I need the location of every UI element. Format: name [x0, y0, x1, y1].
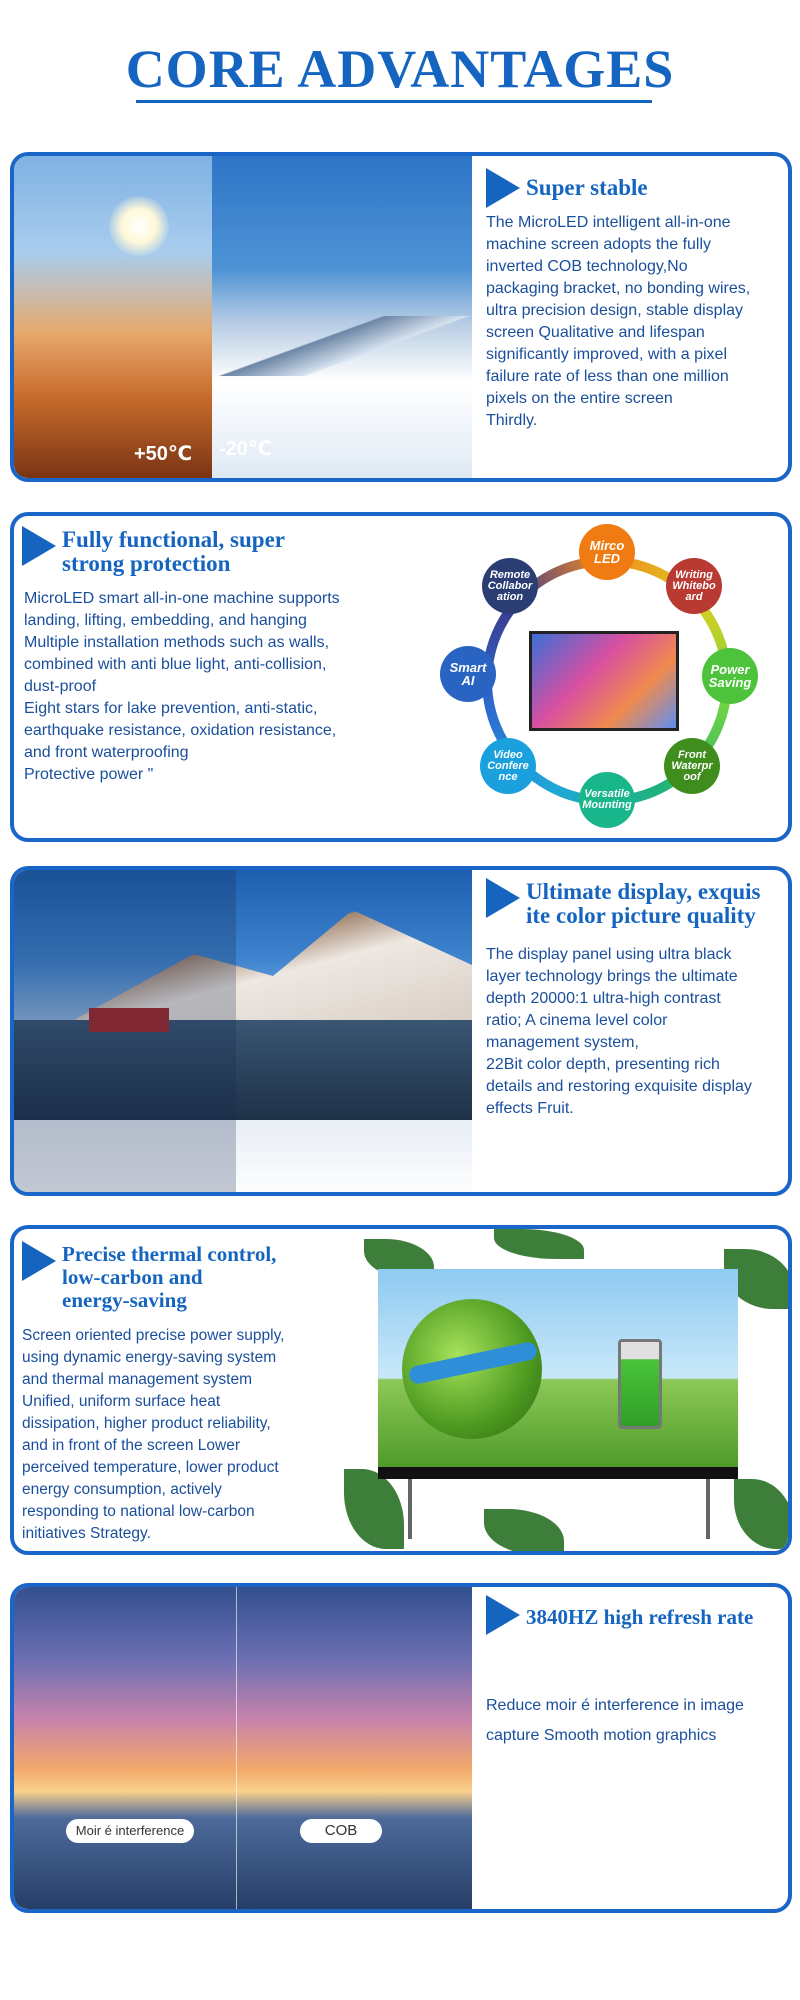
monitor-image	[529, 631, 679, 731]
section-body	[24, 588, 340, 786]
body-line: Screen oriented precise power supply,	[22, 1327, 285, 1344]
heading-line: low-carbon and	[62, 1265, 203, 1289]
heading-line: Ultimate display, exquis	[526, 879, 761, 904]
body-line: ultra precision design, stable display	[486, 302, 744, 319]
stand-leg	[408, 1479, 412, 1539]
leaf	[494, 1229, 584, 1259]
body-line: energy consumption, actively	[22, 1481, 222, 1498]
body-line: significantly improved, with a pixel	[486, 346, 727, 363]
page-title: CORE ADVANTAGES	[125, 39, 675, 99]
body-line: Reduce moir é interference in image	[486, 1697, 744, 1714]
node-power-saving: Power Saving	[702, 648, 758, 704]
title-underline	[136, 100, 652, 103]
section-body	[22, 1325, 285, 1545]
section-heading	[22, 1243, 276, 1312]
body-line: management system,	[486, 1034, 639, 1051]
body-line: depth 20000:1 ultra-high contrast	[486, 990, 721, 1007]
comparison-overlay	[14, 870, 236, 1192]
body-line: capture Smooth motion graphics	[486, 1727, 717, 1744]
heading-line: strong protection	[62, 551, 231, 576]
body-line: MicroLED smart all-in-one machine supports	[24, 590, 340, 607]
cob-label: COB	[300, 1819, 382, 1843]
section-heading	[22, 528, 285, 576]
sunset	[14, 1587, 472, 1909]
heading-line: Fully functional, super	[62, 527, 286, 552]
node-front-waterproof: Front Waterpr oof	[664, 738, 720, 794]
cold-temp-label: -20℃	[219, 438, 273, 460]
section-refresh-rate	[10, 1583, 792, 1913]
node-micro-led: Mirco LED	[579, 524, 635, 580]
section-heading	[486, 1597, 753, 1635]
body-line: Eight stars for lake prevention, anti-static,	[24, 700, 318, 717]
body-line: failure rate of less than one million	[486, 368, 729, 385]
heading-line: Super stable	[526, 175, 648, 200]
body-line: ratio; A cinema level color	[486, 1012, 668, 1029]
body-line: dissipation, higher product reliability,	[22, 1415, 271, 1432]
heading-line: ite color picture quality	[526, 903, 756, 928]
play-triangle-icon	[22, 526, 56, 566]
body-line: Unified, uniform surface heat	[22, 1393, 221, 1410]
body-line: Thirdly.	[486, 412, 538, 429]
body-line: The MicroLED intelligent all-in-one	[486, 214, 731, 231]
body-line: and in front of the screen Lower	[22, 1437, 240, 1454]
battery-icon	[618, 1339, 662, 1429]
body-line: The display panel using ultra black	[486, 946, 732, 963]
body-line: dust-proof	[24, 678, 97, 695]
section-fully-functional	[10, 512, 792, 842]
sun-icon	[109, 196, 169, 256]
leaf	[344, 1469, 404, 1549]
body-line: screen Qualitative and lifespan	[486, 324, 705, 341]
body-line: landing, lifting, embedding, and hanging	[24, 612, 307, 629]
play-triangle-icon	[486, 168, 520, 208]
body-line: Protective power "	[24, 766, 154, 783]
leaf	[734, 1479, 792, 1549]
section-body	[486, 1691, 744, 1751]
desert-half	[14, 156, 212, 478]
body-line: details and restoring exquisite display	[486, 1078, 752, 1095]
play-triangle-icon	[486, 878, 520, 918]
body-line: 22Bit color depth, presenting rich	[486, 1056, 720, 1073]
node-video-conference: Video Confere nce	[480, 738, 536, 794]
body-line: responding to national low-carbon	[22, 1503, 255, 1520]
stand-leg	[706, 1479, 710, 1539]
play-triangle-icon	[486, 1595, 520, 1635]
body-line: layer technology brings the ultimate	[486, 968, 738, 985]
section-heading	[486, 880, 761, 928]
body-line: machine screen adopts the fully	[486, 236, 712, 253]
node-smart-ai: Smart AI	[440, 646, 496, 702]
body-line: perceived temperature, lower product	[22, 1459, 279, 1476]
moire-label: Moir é interference	[66, 1819, 194, 1843]
section-super-stable	[10, 152, 792, 482]
play-triangle-icon	[22, 1241, 56, 1281]
node-versatile-mounting: Versatile Mounting	[579, 772, 635, 828]
desert-snow-image	[14, 156, 472, 478]
section-body	[486, 212, 750, 432]
lake-mountain-image	[14, 870, 472, 1192]
heading-line: energy-saving	[62, 1288, 187, 1312]
body-line: and thermal management system	[22, 1371, 253, 1388]
comparison-divider	[236, 1587, 237, 1909]
heading-line: Precise thermal control,	[62, 1242, 277, 1266]
section-heading	[486, 170, 648, 208]
eco-screen-image	[378, 1269, 738, 1479]
body-line: earthquake resistance, oxidation resistance,	[24, 722, 337, 739]
heading-line: 3840HZ high refresh rate	[526, 1605, 754, 1629]
hot-temp-label: +50℃	[134, 443, 193, 465]
body-line: inverted COB technology,No	[486, 258, 688, 275]
section-body	[486, 944, 752, 1120]
mountain-ridge	[212, 316, 472, 376]
section-thermal-control	[10, 1225, 792, 1555]
body-line: packaging bracket, no bonding wires,	[486, 280, 751, 297]
body-line: initiatives Strategy.	[22, 1525, 151, 1542]
feature-ring-diagram	[424, 516, 792, 842]
body-line: Multiple installation methods such as walls,	[24, 634, 330, 651]
body-line: effects Fruit.	[486, 1100, 574, 1117]
body-line: using dynamic energy-saving system	[22, 1349, 277, 1366]
sunset-sea-image	[14, 1587, 472, 1909]
body-line: pixels on the entire screen	[486, 390, 673, 407]
body-line: combined with anti blue light, anti-collision,	[24, 656, 327, 673]
node-remote-collaboration: Remote Collabor ation	[482, 558, 538, 614]
node-writing-whiteboard: Writing Whitebo ard	[666, 558, 722, 614]
body-line: and front waterproofing	[24, 744, 189, 761]
section-ultimate-display	[10, 866, 792, 1196]
leaf	[484, 1509, 564, 1555]
